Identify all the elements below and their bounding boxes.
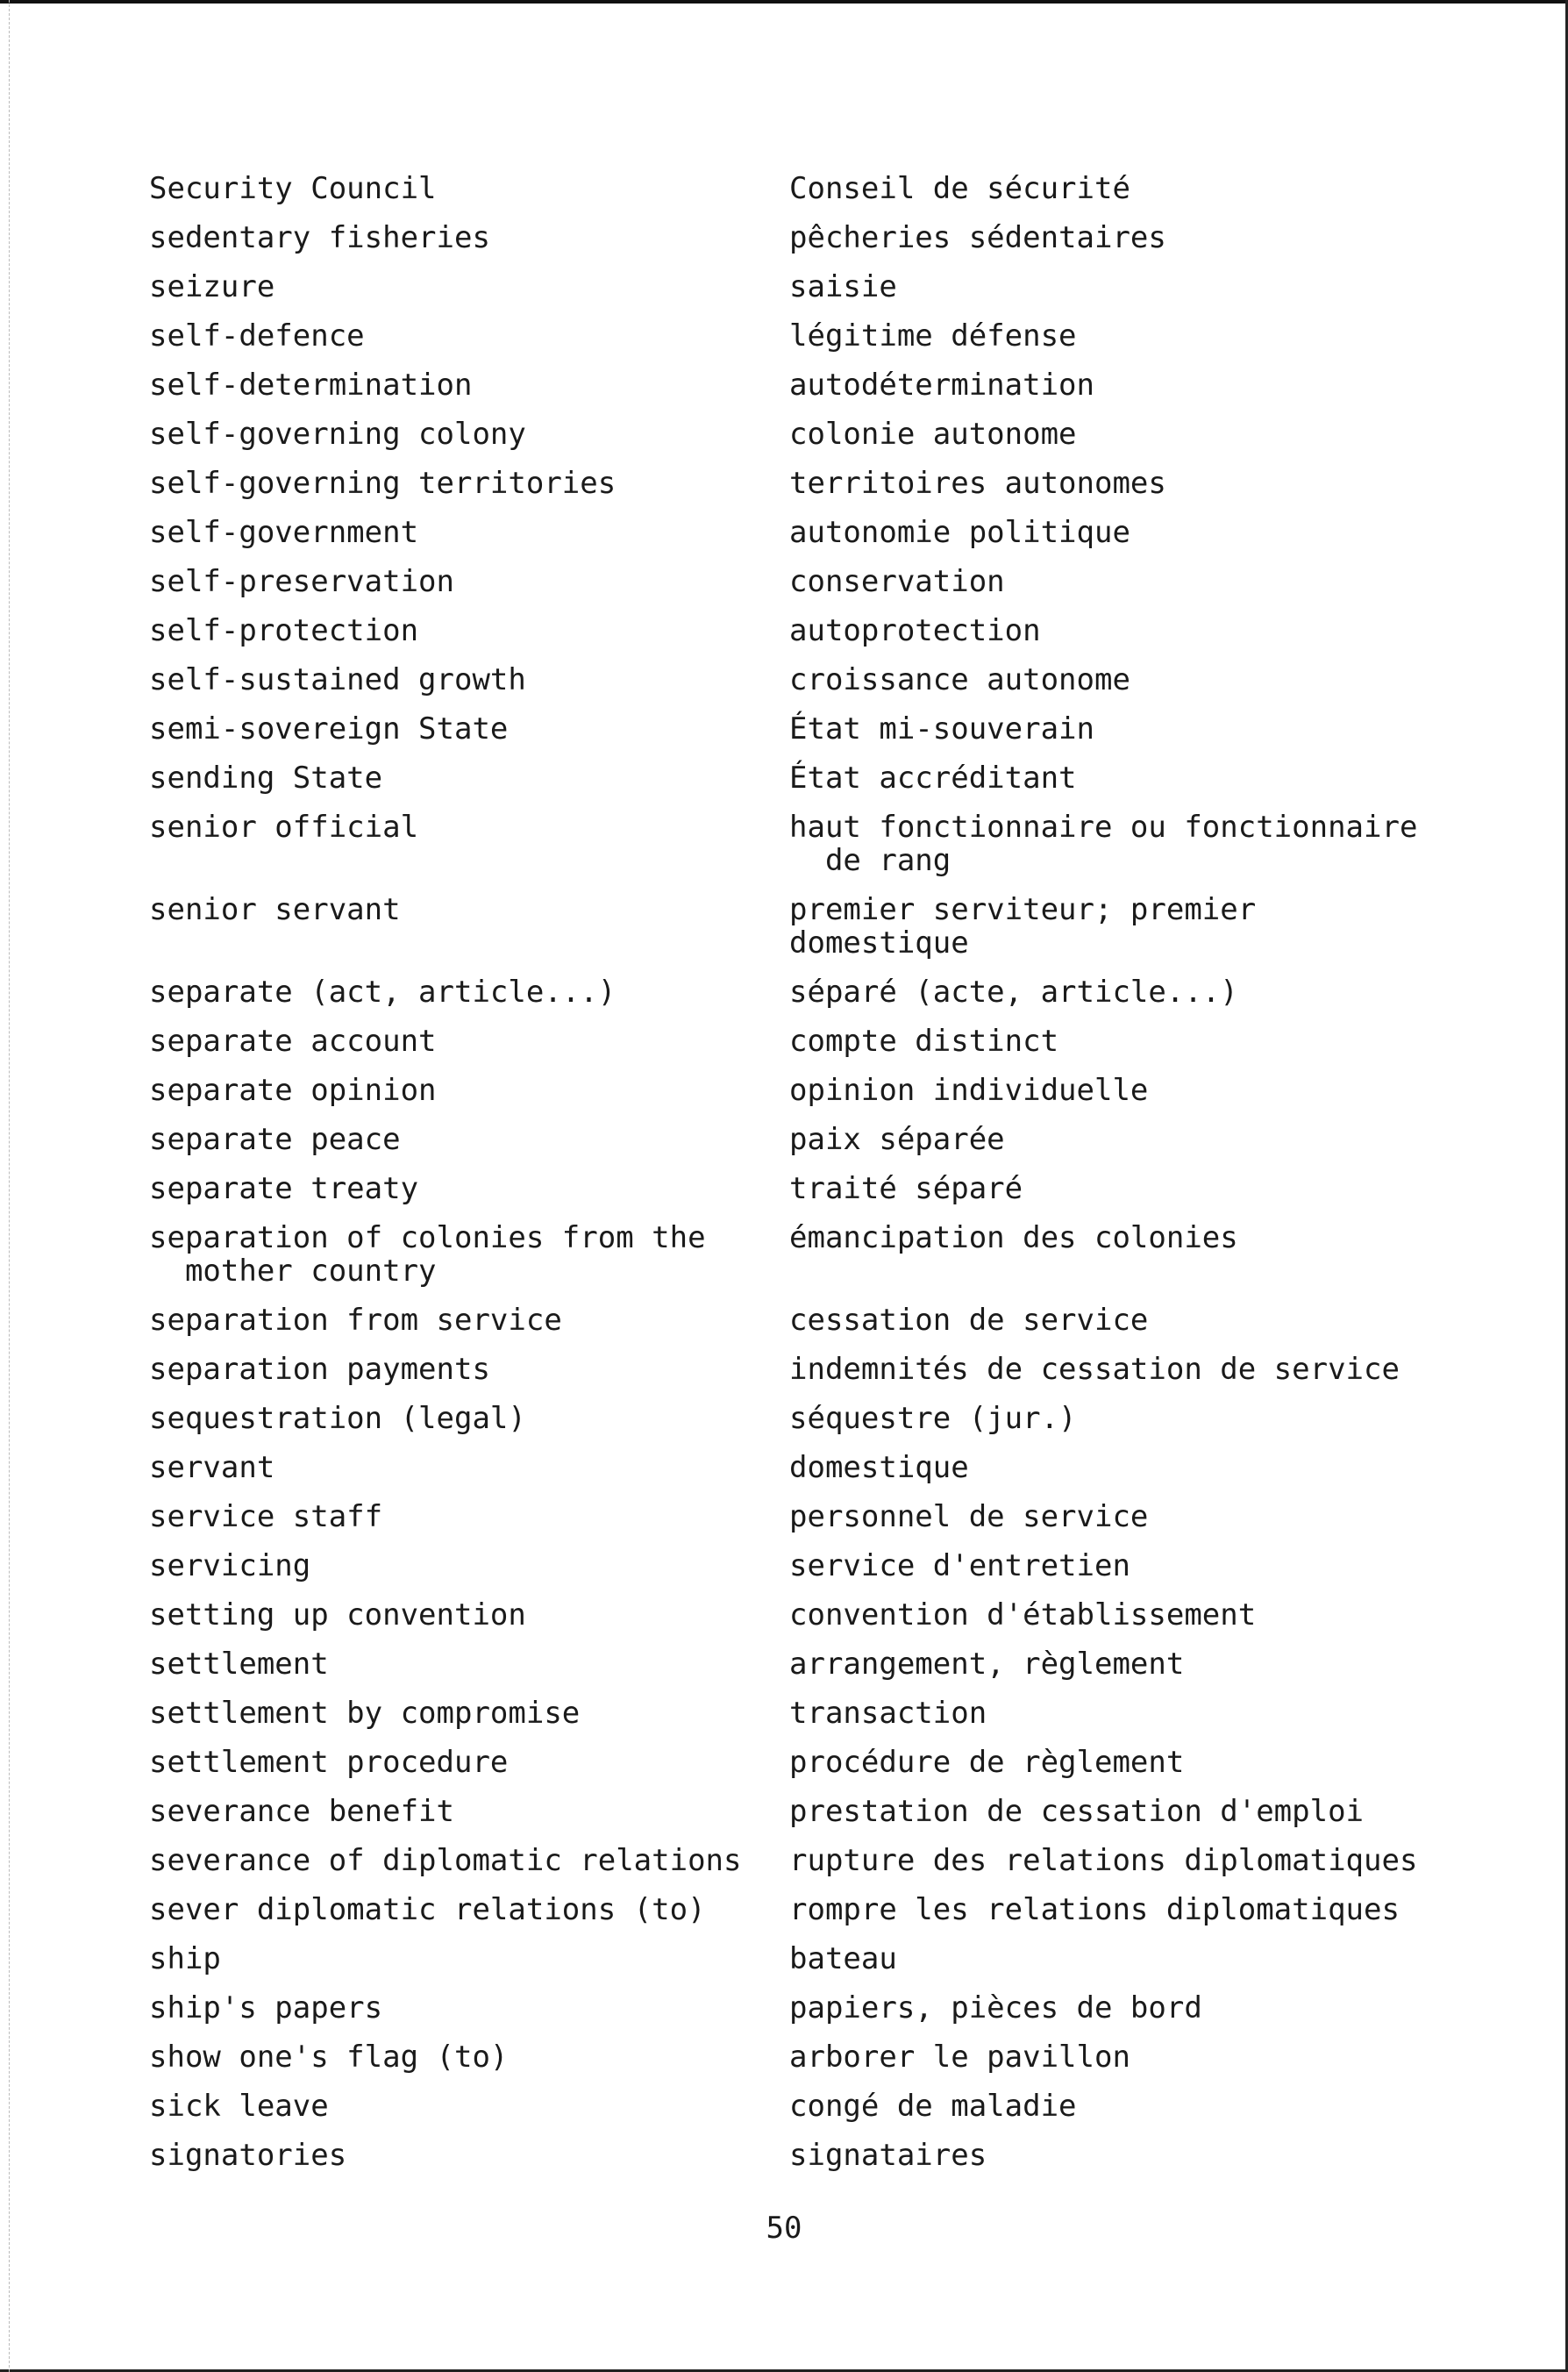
english-term: separate opinion (149, 1073, 437, 1108)
french-term: Conseil de sécurité (789, 171, 1130, 206)
french-term: papiers, pièces de bord (789, 1990, 1202, 2025)
french-term: État mi-souverain (789, 711, 1094, 747)
glossary-row (149, 467, 1429, 500)
glossary-row (149, 1598, 1429, 1632)
english-term: sedentary fisheries (149, 220, 490, 255)
french-term: croissance autonome (789, 662, 1130, 697)
english-term: separate account (149, 1024, 437, 1059)
french-term: congé de maladie (789, 2089, 1077, 2124)
french-term: arborer le pavillon (789, 2040, 1130, 2075)
french-term: autoprotection (789, 613, 1041, 648)
english-term: semi-sovereign State (149, 711, 509, 747)
english-term: sequestration (legal) (149, 1401, 526, 1436)
french-term: conservation (789, 564, 1005, 599)
glossary-row (149, 1697, 1429, 1730)
french-term: rompre les relations diplomatiques (789, 1892, 1400, 1927)
glossary-row (149, 663, 1429, 697)
glossary-row (149, 614, 1429, 647)
english-term: sever diplomatic relations (to) (149, 1892, 706, 1927)
french-term: autodétermination (789, 368, 1094, 403)
french-term: domestique (789, 1450, 969, 1485)
glossary-row (149, 418, 1429, 451)
english-term: separation payments (149, 1352, 490, 1387)
english-term: self-preservation (149, 564, 454, 599)
glossary-row (149, 516, 1429, 549)
glossary-row (149, 1123, 1429, 1156)
glossary-row (149, 893, 1429, 960)
english-term: settlement (149, 1647, 329, 1682)
english-term: self-government (149, 515, 419, 550)
french-term: opinion individuelle (789, 1073, 1149, 1108)
french-term: État accréditant (789, 761, 1077, 796)
glossary-row (149, 1844, 1429, 1877)
french-term: cessation de service (789, 1303, 1149, 1338)
english-term: severance benefit (149, 1794, 454, 1829)
english-term: servicing (149, 1548, 311, 1583)
french-term: transaction (789, 1696, 987, 1731)
glossary-row (149, 319, 1429, 353)
french-term: convention d'établissement (789, 1597, 1257, 1633)
french-term: territoires autonomes (789, 466, 1166, 501)
glossary-row (149, 1942, 1429, 1975)
english-term: Security Council (149, 171, 437, 206)
french-term: signataires (789, 2138, 987, 2173)
french-term: séparé (acte, article...) (789, 975, 1238, 1010)
english-term: ship (149, 1941, 221, 1976)
french-term: rupture des relations diplomatiques (789, 1843, 1418, 1878)
glossary-row (149, 1402, 1429, 1435)
english-term: separate peace (149, 1122, 401, 1157)
english-term: service staff (149, 1499, 383, 1534)
glossary-row (149, 1549, 1429, 1583)
glossary-row (149, 975, 1429, 1009)
glossary-row (149, 172, 1429, 205)
glossary-row (149, 221, 1429, 254)
glossary-row (149, 368, 1429, 402)
english-term: settlement procedure (149, 1745, 509, 1780)
glossary-row (149, 712, 1429, 746)
french-term: colonie autonome (789, 417, 1077, 452)
english-term: servant (149, 1450, 275, 1485)
french-term: prestation de cessation d'emploi (789, 1794, 1365, 1829)
english-term: sending State (149, 761, 383, 796)
glossary-row (149, 2090, 1429, 2123)
french-term: légitime défense (789, 318, 1077, 354)
french-term: compte distinct (789, 1024, 1059, 1059)
english-term: self-sustained growth (149, 662, 526, 697)
french-term: pêcheries sédentaires (789, 220, 1166, 255)
french-term: arrangement, règlement (789, 1647, 1185, 1682)
glossary-row (149, 1746, 1429, 1779)
glossary-row (149, 1893, 1429, 1926)
english-term: self-determination (149, 368, 473, 403)
french-term: personnel de service (789, 1499, 1149, 1534)
page-border-top (0, 0, 1568, 4)
glossary-row (149, 2139, 1429, 2172)
french-term: autonomie politique (789, 515, 1130, 550)
glossary-row (149, 565, 1429, 598)
english-term: separation from service (149, 1303, 562, 1338)
glossary-entries (149, 172, 1429, 2188)
english-term: self-protection (149, 613, 419, 648)
english-term: seizure (149, 269, 275, 304)
french-term: indemnités de cessation de service (789, 1352, 1400, 1387)
english-term: self-defence (149, 318, 365, 354)
english-term: setting up convention (149, 1597, 526, 1633)
french-term: bateau (789, 1941, 897, 1976)
glossary-row (149, 1795, 1429, 1828)
french-term: saisie (789, 269, 897, 304)
english-term: senior servant (149, 892, 401, 927)
glossary-row (149, 1500, 1429, 1533)
english-term: ship's papers (149, 1990, 383, 2025)
glossary-row (149, 811, 1429, 877)
glossary-row (149, 1172, 1429, 1205)
french-term: procédure de règlement (789, 1745, 1185, 1780)
english-term: sick leave (149, 2089, 329, 2124)
english-term: show one's flag (to) (149, 2040, 509, 2075)
french-term: premier serviteur; premier domestique (789, 892, 1274, 961)
english-term: separation of colonies from the mother country (149, 1220, 706, 1289)
french-term: service d'entretien (789, 1548, 1130, 1583)
english-term: severance of diplomatic relations (149, 1843, 742, 1878)
french-term: émancipation des colonies (789, 1220, 1238, 1255)
french-term: traité séparé (789, 1171, 1023, 1206)
french-term: séquestre (jur.) (789, 1401, 1077, 1436)
glossary-row (149, 1647, 1429, 1681)
glossary-row (149, 2040, 1429, 2074)
english-term: separate treaty (149, 1171, 419, 1206)
english-term: signatories (149, 2138, 347, 2173)
english-term: settlement by compromise (149, 1696, 581, 1731)
glossary-row (149, 1991, 1429, 2025)
french-term: haut fonctionnaire ou fonctionnaire de rang (789, 810, 1418, 878)
glossary-row (149, 1025, 1429, 1058)
english-term: senior official (149, 810, 419, 845)
glossary-row (149, 1074, 1429, 1107)
glossary-row (149, 1353, 1429, 1386)
glossary-row (149, 1304, 1429, 1337)
glossary-row (149, 761, 1429, 795)
english-term: self-governing territories (149, 466, 617, 501)
english-term: self-governing colony (149, 417, 526, 452)
page-border-left (9, 0, 11, 2372)
glossary-row (149, 1451, 1429, 1484)
glossary-row (149, 1221, 1429, 1288)
glossary-row (149, 270, 1429, 304)
french-term: paix séparée (789, 1122, 1005, 1157)
page-number: 50 (766, 2211, 802, 2246)
english-term: separate (act, article...) (149, 975, 617, 1010)
